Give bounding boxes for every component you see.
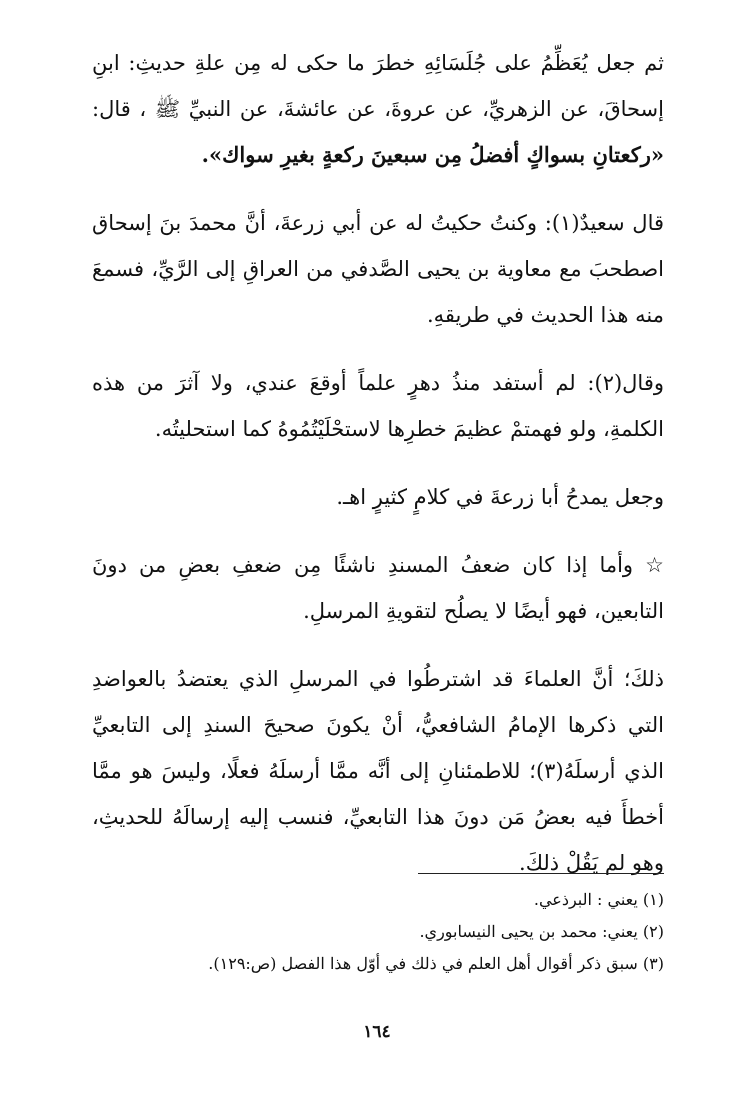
paragraph-6: ذلكَ؛ أنَّ العلماءَ قد اشترطُوا في المرسلِ الذي يعتضدُ بالعواضدِ التي ذكرها الإمامُ الشافعيُّ، أنْ يكونَ صحيحَ السندِ إلى التابعيِّ الذي أرسلَهُ(٣)؛ للاطمئنانِ إلى أنَّه ممَّا أرسلَهُ فعلًا، وليسَ هو ممَّا أخطأَ فيه بعضُ مَن دونَ هذا التابعيِّ، فنسب إليه إرسالَهُ للحديثِ، وهو لم يَقُلْ ذلكَ. xyxy=(92,667,665,875)
page-number: ١٦٤ xyxy=(363,1022,391,1042)
footnote-3: (٣) سبق ذكر أقوال أهل العلم في ذلك في أوّل هذا الفصل (ص:١٢٩). xyxy=(208,954,664,973)
paragraph-1 xyxy=(92,40,664,178)
paragraph-3: وقال(٢): لم أستفد منذُ دهرٍ علماً أوقعَ عندي، ولا آثرَ من هذه الكلمةِ، ولو فهمتمْ عظيمَ خطرِها لاستحْلَيْتُمُوهُ كما استحليتُه. xyxy=(92,371,664,441)
paragraph-2: قال سعيدٌ(١): وكنتُ حكيتُ له عن أبي زرعةَ، أنَّ محمدَ بنَ إسحاق اصطحبَ مع معاوية بن يحيى الصَّدفي من العراقِ إلى الرَّيِّ، فسمعَ منه هذا الحديث في طريقهِ. xyxy=(92,211,665,327)
footnote-1: (١) يعني : البرذعي. xyxy=(533,890,664,909)
hadith-quote: «ركعتانِ بسواكٍ أفضلُ مِن سبعينَ ركعةٍ بغيرِ سواك». xyxy=(201,142,664,167)
paragraph-4: وجعل يمدحُ أبا زرعةَ في كلامٍ كثيرٍ اهـ. xyxy=(336,485,664,509)
footnote-divider xyxy=(418,873,664,874)
footnote-2: (٢) يعني: محمد بن يحيى النيسابوري. xyxy=(419,922,664,941)
main-text xyxy=(92,40,664,908)
paragraph-5: ☆ وأما إذا كان ضعفُ المسندِ ناشئًا مِن ضعفِ بعضِ من دونَ التابعين، فهو أيضًا لا يصلُح لتقويةِ المرسلِ. xyxy=(92,553,664,623)
paragraph-1-text: ثم جعل يُعَظِّمُ على جُلَسَائِهِ خطرَ ما حكى له مِن علةِ حديثِ: ابنِ إسحاقَ، عن الزهريِّ، عن عروةَ، عن عائشةَ، عن النبيِّ ﷺ ، قال: xyxy=(92,51,664,121)
footnotes xyxy=(92,884,664,980)
